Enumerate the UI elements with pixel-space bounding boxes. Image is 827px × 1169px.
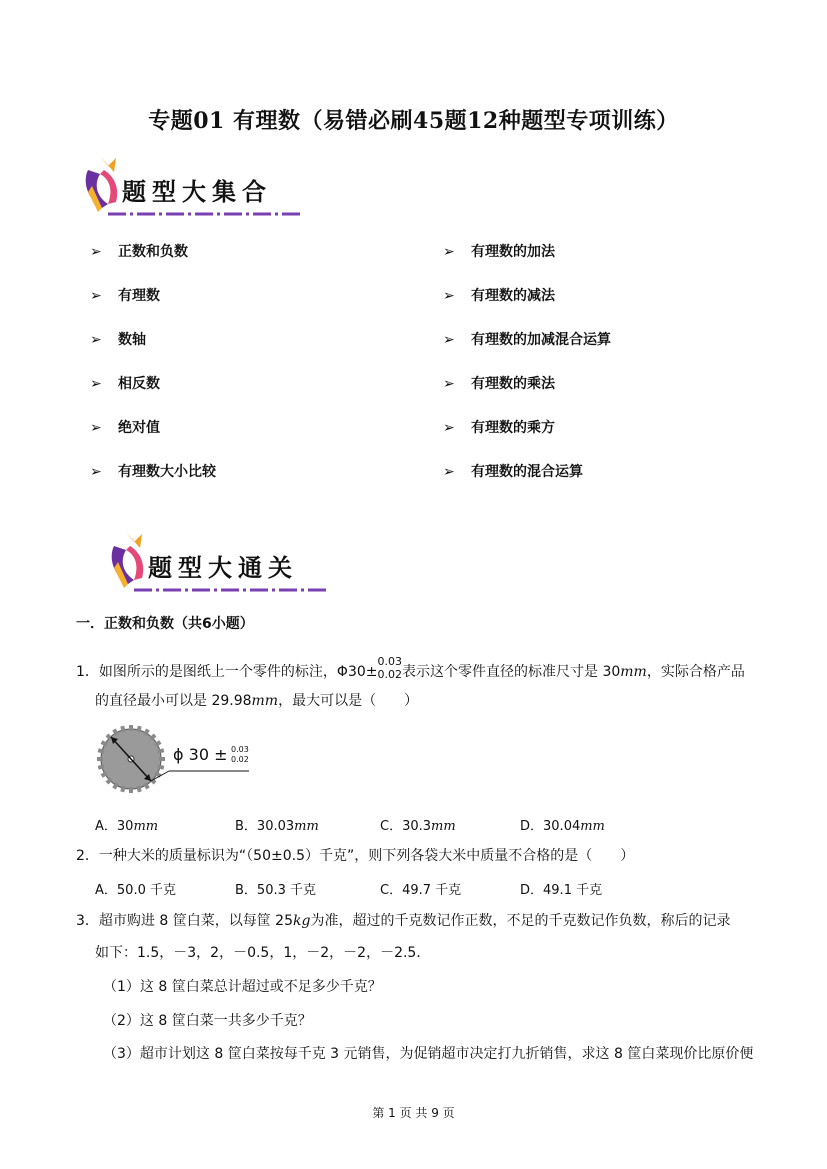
arrow-bullet-icon: ➢ [443, 244, 455, 260]
arrow-bullet-icon: ➢ [443, 288, 455, 304]
arrow-bullet-icon: ➢ [443, 376, 455, 392]
gear-dimension-label: ϕ 30 ± [173, 745, 228, 764]
question-3-sub-3: （3）超市计划这 8 筐白菜按每千克 3 元销售，为促销超市决定打九折销售，求这 8 筐白菜现价比原价便 [103, 1046, 754, 1062]
topic-item: ➢ 有理数的加减混合运算 [443, 329, 611, 351]
question-number: 2． [76, 848, 99, 864]
banner-label: 题型大集合 [122, 178, 272, 206]
arrow-bullet-icon: ➢ [90, 376, 102, 392]
topic-item: ➢ 正数和负数 [90, 241, 216, 263]
gear-tolerance: 0.03 0.02 [231, 745, 249, 764]
arrow-bullet-icon: ➢ [443, 464, 455, 480]
topic-item: ➢ 有理数的加法 [443, 241, 611, 263]
question-number: 1． [76, 664, 99, 680]
question-1: 1．如图所示的是图纸上一个零件的标注，Φ30± 0.03 0.02 表示这个零件直径的标准尺寸是 30mm，实际合格产品 [76, 655, 745, 681]
arrow-bullet-icon: ➢ [90, 244, 102, 260]
question-2: 2．一种大米的质量标识为“（50±0.5）千克”，则下列各袋大米中质量不合格的是（ ） [76, 848, 635, 864]
q2-option-d[interactable]: D．49.1 千克 [520, 883, 603, 898]
topics-right-column [443, 241, 611, 483]
arrow-bullet-icon: ➢ [443, 420, 455, 436]
topic-item: ➢ 有理数的减法 [443, 285, 611, 307]
q2-option-a[interactable]: A．50.0 千克 [95, 883, 176, 898]
topic-item: ➢ 有理数的混合运算 [443, 461, 611, 483]
question-3-sub-2: （2）这 8 筐白菜一共多少千克？ [103, 1013, 312, 1029]
topic-item: ➢ 绝对值 [90, 417, 216, 439]
q2-option-c[interactable]: C．49.7 千克 [380, 883, 462, 898]
page-title: 专题01 有理数（易错必刷45题12种题型专项训练） [148, 108, 679, 134]
question-3-sub-1: （1）这 8 筐白菜总计超过或不足多少千克？ [103, 979, 382, 995]
q1-option-a[interactable]: A．30mm [95, 819, 159, 834]
topic-item: ➢ 有理数大小比较 [90, 461, 216, 483]
page-footer: 第 1 页 共 9 页 [372, 1106, 455, 1120]
banner-topic-collection [78, 152, 303, 222]
arrow-bullet-icon: ➢ [90, 420, 102, 436]
arrow-bullet-icon: ➢ [443, 332, 455, 348]
topic-item: ➢ 数轴 [90, 329, 216, 351]
tolerance-fraction: 0.03 0.02 [377, 655, 402, 681]
arrow-bullet-icon: ➢ [90, 464, 102, 480]
question-3-data: 如下：1.5，－3，2，－0.5，1，－2，－2，－2.5． [95, 945, 431, 961]
question-number: 3． [76, 913, 99, 929]
arrow-bullet-icon: ➢ [90, 288, 102, 304]
q1-option-b[interactable]: B．30.03mm [235, 819, 319, 834]
topics-left-column [90, 241, 216, 483]
arrow-bullet-icon: ➢ [90, 332, 102, 348]
banner-label: 题型大通关 [148, 554, 298, 582]
q1-option-c[interactable]: C．30.3mm [380, 819, 456, 834]
question-3: 3．超市购进 8 筐白菜，以每筐 25kg为准，超过的千克数记作正数，不足的千克数记作负数，称后的记录 [76, 913, 731, 929]
topic-item: ➢ 有理数 [90, 285, 216, 307]
question-1-line-2: 的直径最小可以是 29.98mm，最大可以是（ ） [95, 693, 419, 709]
q1-option-d[interactable]: D．30.04mm [520, 819, 605, 834]
topic-item: ➢ 有理数的乘法 [443, 373, 611, 395]
q2-option-b[interactable]: B．50.3 千克 [235, 883, 316, 898]
topic-item: ➢ 有理数的乘方 [443, 417, 611, 439]
banner-topic-practice [104, 528, 329, 598]
gear-diagram [97, 724, 257, 794]
section-heading: 一．正数和负数（共6小题） [76, 616, 254, 632]
topic-item: ➢ 相反数 [90, 373, 216, 395]
